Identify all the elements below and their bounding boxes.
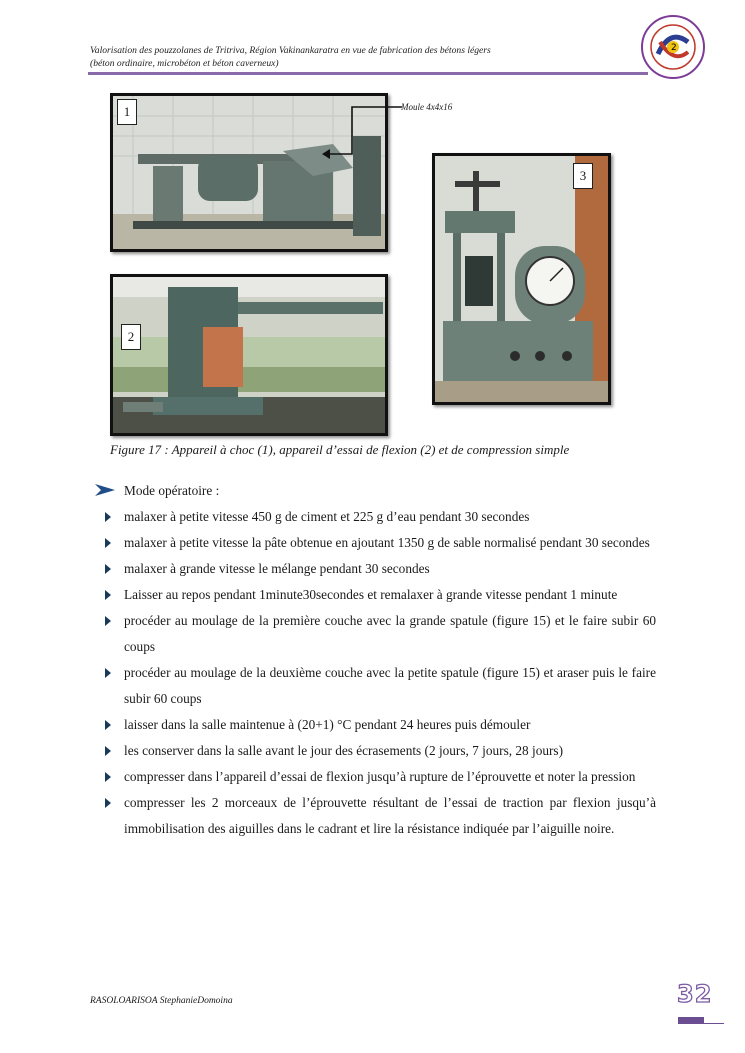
- callout-arrow-icon: [320, 104, 404, 160]
- procedure-step: [95, 504, 656, 530]
- procedure-step-text: procéder au moulage de la première couche avec la grande spatule (figure 15) et le faire subir 60 coups: [124, 613, 656, 654]
- procedure-step-text: malaxer à petite vitesse la pâte obtenue en ajoutant 1350 g de sable normalisé pendant 30 secondes: [124, 535, 650, 550]
- header-rule: [88, 72, 648, 75]
- procedure-step: [95, 790, 656, 842]
- procedure-step: [95, 556, 656, 582]
- triangle-bullet-icon: [105, 564, 111, 574]
- procedure-list: [95, 478, 656, 842]
- procedure-step-text: procéder au moulage de la deuxième couche avec la petite spatule (figure 15) et araser puis le faire subir 60 coups: [124, 665, 656, 706]
- triangle-bullet-icon: [105, 668, 111, 678]
- photo-flexion-apparatus: [110, 274, 388, 436]
- procedure-steps: [95, 504, 656, 842]
- page-number-bar: [678, 1017, 704, 1024]
- triangle-bullet-icon: [105, 538, 111, 548]
- procedure-step-text: malaxer à petite vitesse 450 g de ciment et 225 g d’eau pendant 30 secondes: [124, 509, 530, 524]
- procedure-step-text: Laisser au repos pendant 1minute30secondes et remalaxer à grande vitesse pendant 1 minute: [124, 587, 618, 602]
- procedure-step: [95, 530, 656, 556]
- procedure-step: [95, 608, 656, 660]
- figure-caption: Figure 17 : Appareil à choc (1), appareil d’essai de flexion (2) et de compression simple: [110, 442, 570, 457]
- photo-label-3: 3: [573, 163, 593, 189]
- page-number: 32: [677, 980, 713, 1008]
- triangle-bullet-icon: [105, 512, 111, 522]
- photo-compression-press: [432, 153, 611, 405]
- procedure-step-text: laisser dans la salle maintenue à (20+1) °C pendant 24 heures puis démouler: [124, 717, 531, 732]
- header-line-2: (béton ordinaire, microbéton et béton caverneux): [90, 58, 279, 69]
- procedure-step: [95, 660, 656, 712]
- page-number-line: [704, 1023, 724, 1024]
- procedure-step-text: les conserver dans la salle avant le jour des écrasements (2 jours, 7 jours, 28 jours): [124, 743, 564, 758]
- triangle-bullet-icon: [105, 590, 111, 600]
- procedure-step: [95, 712, 656, 738]
- procedure-step: [95, 738, 656, 764]
- procedure-step: [95, 582, 656, 608]
- author-name: RASOLOARISOA StephanieDomoina: [90, 996, 233, 1006]
- procedure-title-text: Mode opératoire :: [124, 483, 220, 498]
- university-seal-icon: [640, 14, 706, 80]
- mold-callout: Moule 4x4x16: [401, 102, 453, 112]
- photo-label-2: 2: [121, 324, 141, 350]
- procedure-step-text: compresser les 2 morceaux de l’éprouvette résultant de l’essai de traction par flexion jusqu’à immobilisation des aiguilles dans le cadrant et lire la résistance indiquée par l’aiguille noire.: [124, 795, 656, 836]
- procedure-step-text: compresser dans l’appareil d’essai de flexion jusqu’à rupture de l’éprouvette et noter la pression: [124, 769, 636, 784]
- triangle-bullet-icon: [105, 746, 111, 756]
- triangle-bullet-icon: [105, 720, 111, 730]
- running-header: [90, 44, 630, 70]
- procedure-step-text: malaxer à grande vitesse le mélange pendant 30 secondes: [124, 561, 430, 576]
- triangle-bullet-icon: [105, 772, 111, 782]
- procedure-step: [95, 764, 656, 790]
- header-line-1: Valorisation des pouzzolanes de Tritriva, Région Vakinankaratra en vue de fabrication des bétons légers: [90, 45, 491, 56]
- arrow-bullet-icon: [95, 484, 115, 496]
- triangle-bullet-icon: [105, 616, 111, 626]
- photo-label-1: 1: [117, 99, 137, 125]
- svg-text:2: 2: [671, 43, 677, 53]
- triangle-bullet-icon: [105, 798, 111, 808]
- procedure-title: [95, 478, 656, 504]
